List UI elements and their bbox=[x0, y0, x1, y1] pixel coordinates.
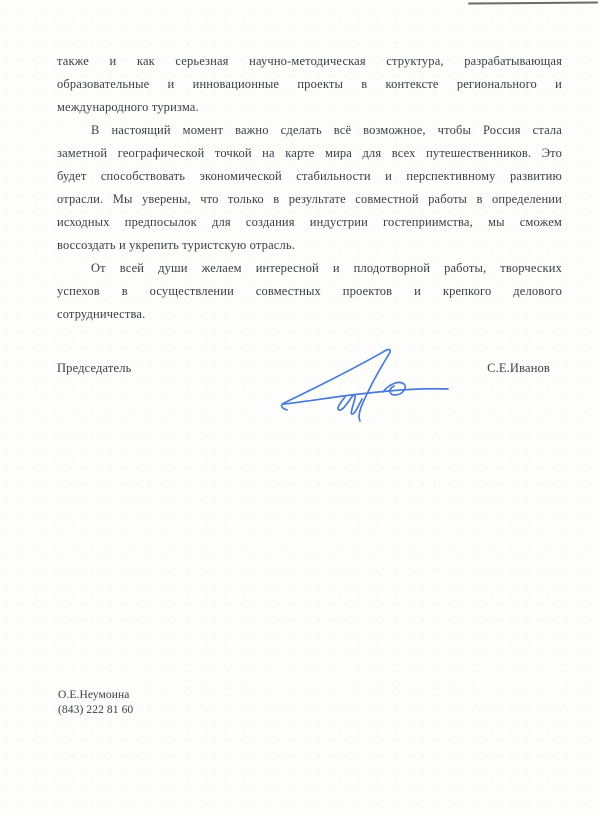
scan-artifact-line bbox=[468, 1, 598, 4]
handwritten-signature bbox=[270, 335, 460, 430]
signature-stroke bbox=[338, 395, 362, 414]
signature-stroke bbox=[383, 382, 405, 395]
text-line: отрасли. Мы уверены, что только в результате совместной работы в определении bbox=[57, 192, 562, 206]
contact-block bbox=[58, 688, 133, 717]
text-line: образовательные и инновационные проекты в контексте регионального и bbox=[57, 77, 562, 91]
text-line: успехов в осуществлении совместных проектов и крепкого делового bbox=[57, 284, 562, 298]
signatory-title: Председатель bbox=[57, 361, 132, 375]
text-line: сотрудничества. bbox=[57, 307, 146, 321]
text-line: исходных предпосылок для создания индустрии гостеприимства, мы сможем bbox=[57, 215, 562, 229]
text-line: также и как серьезная научно-методическая структура, разрабатывающая bbox=[57, 54, 562, 68]
text-line: международного туризма. bbox=[57, 100, 199, 114]
signatory-name: С.Е.Иванов bbox=[487, 361, 550, 375]
contact-phone: (843) 222 81 60 bbox=[58, 703, 134, 716]
text-line: заметной географической точкой на карте мира для всех путешественников. Это bbox=[57, 146, 562, 160]
signature-stroke bbox=[284, 389, 448, 404]
contact-name: О.Е.Неумоина bbox=[58, 689, 130, 701]
text-line: будет способствовать экономической стабильности и перспективному развитию bbox=[57, 169, 562, 183]
text-line: От всей души желаем интересной и плодотворной работы, творческих bbox=[91, 261, 562, 275]
signature-stroke bbox=[282, 350, 391, 421]
letter-body bbox=[57, 50, 562, 326]
text-line: воссоздать и укрепить туристскую отрасль. bbox=[57, 238, 295, 252]
text-line: В настоящий момент важно сделать всё возможное, чтобы Россия стала bbox=[91, 123, 562, 137]
